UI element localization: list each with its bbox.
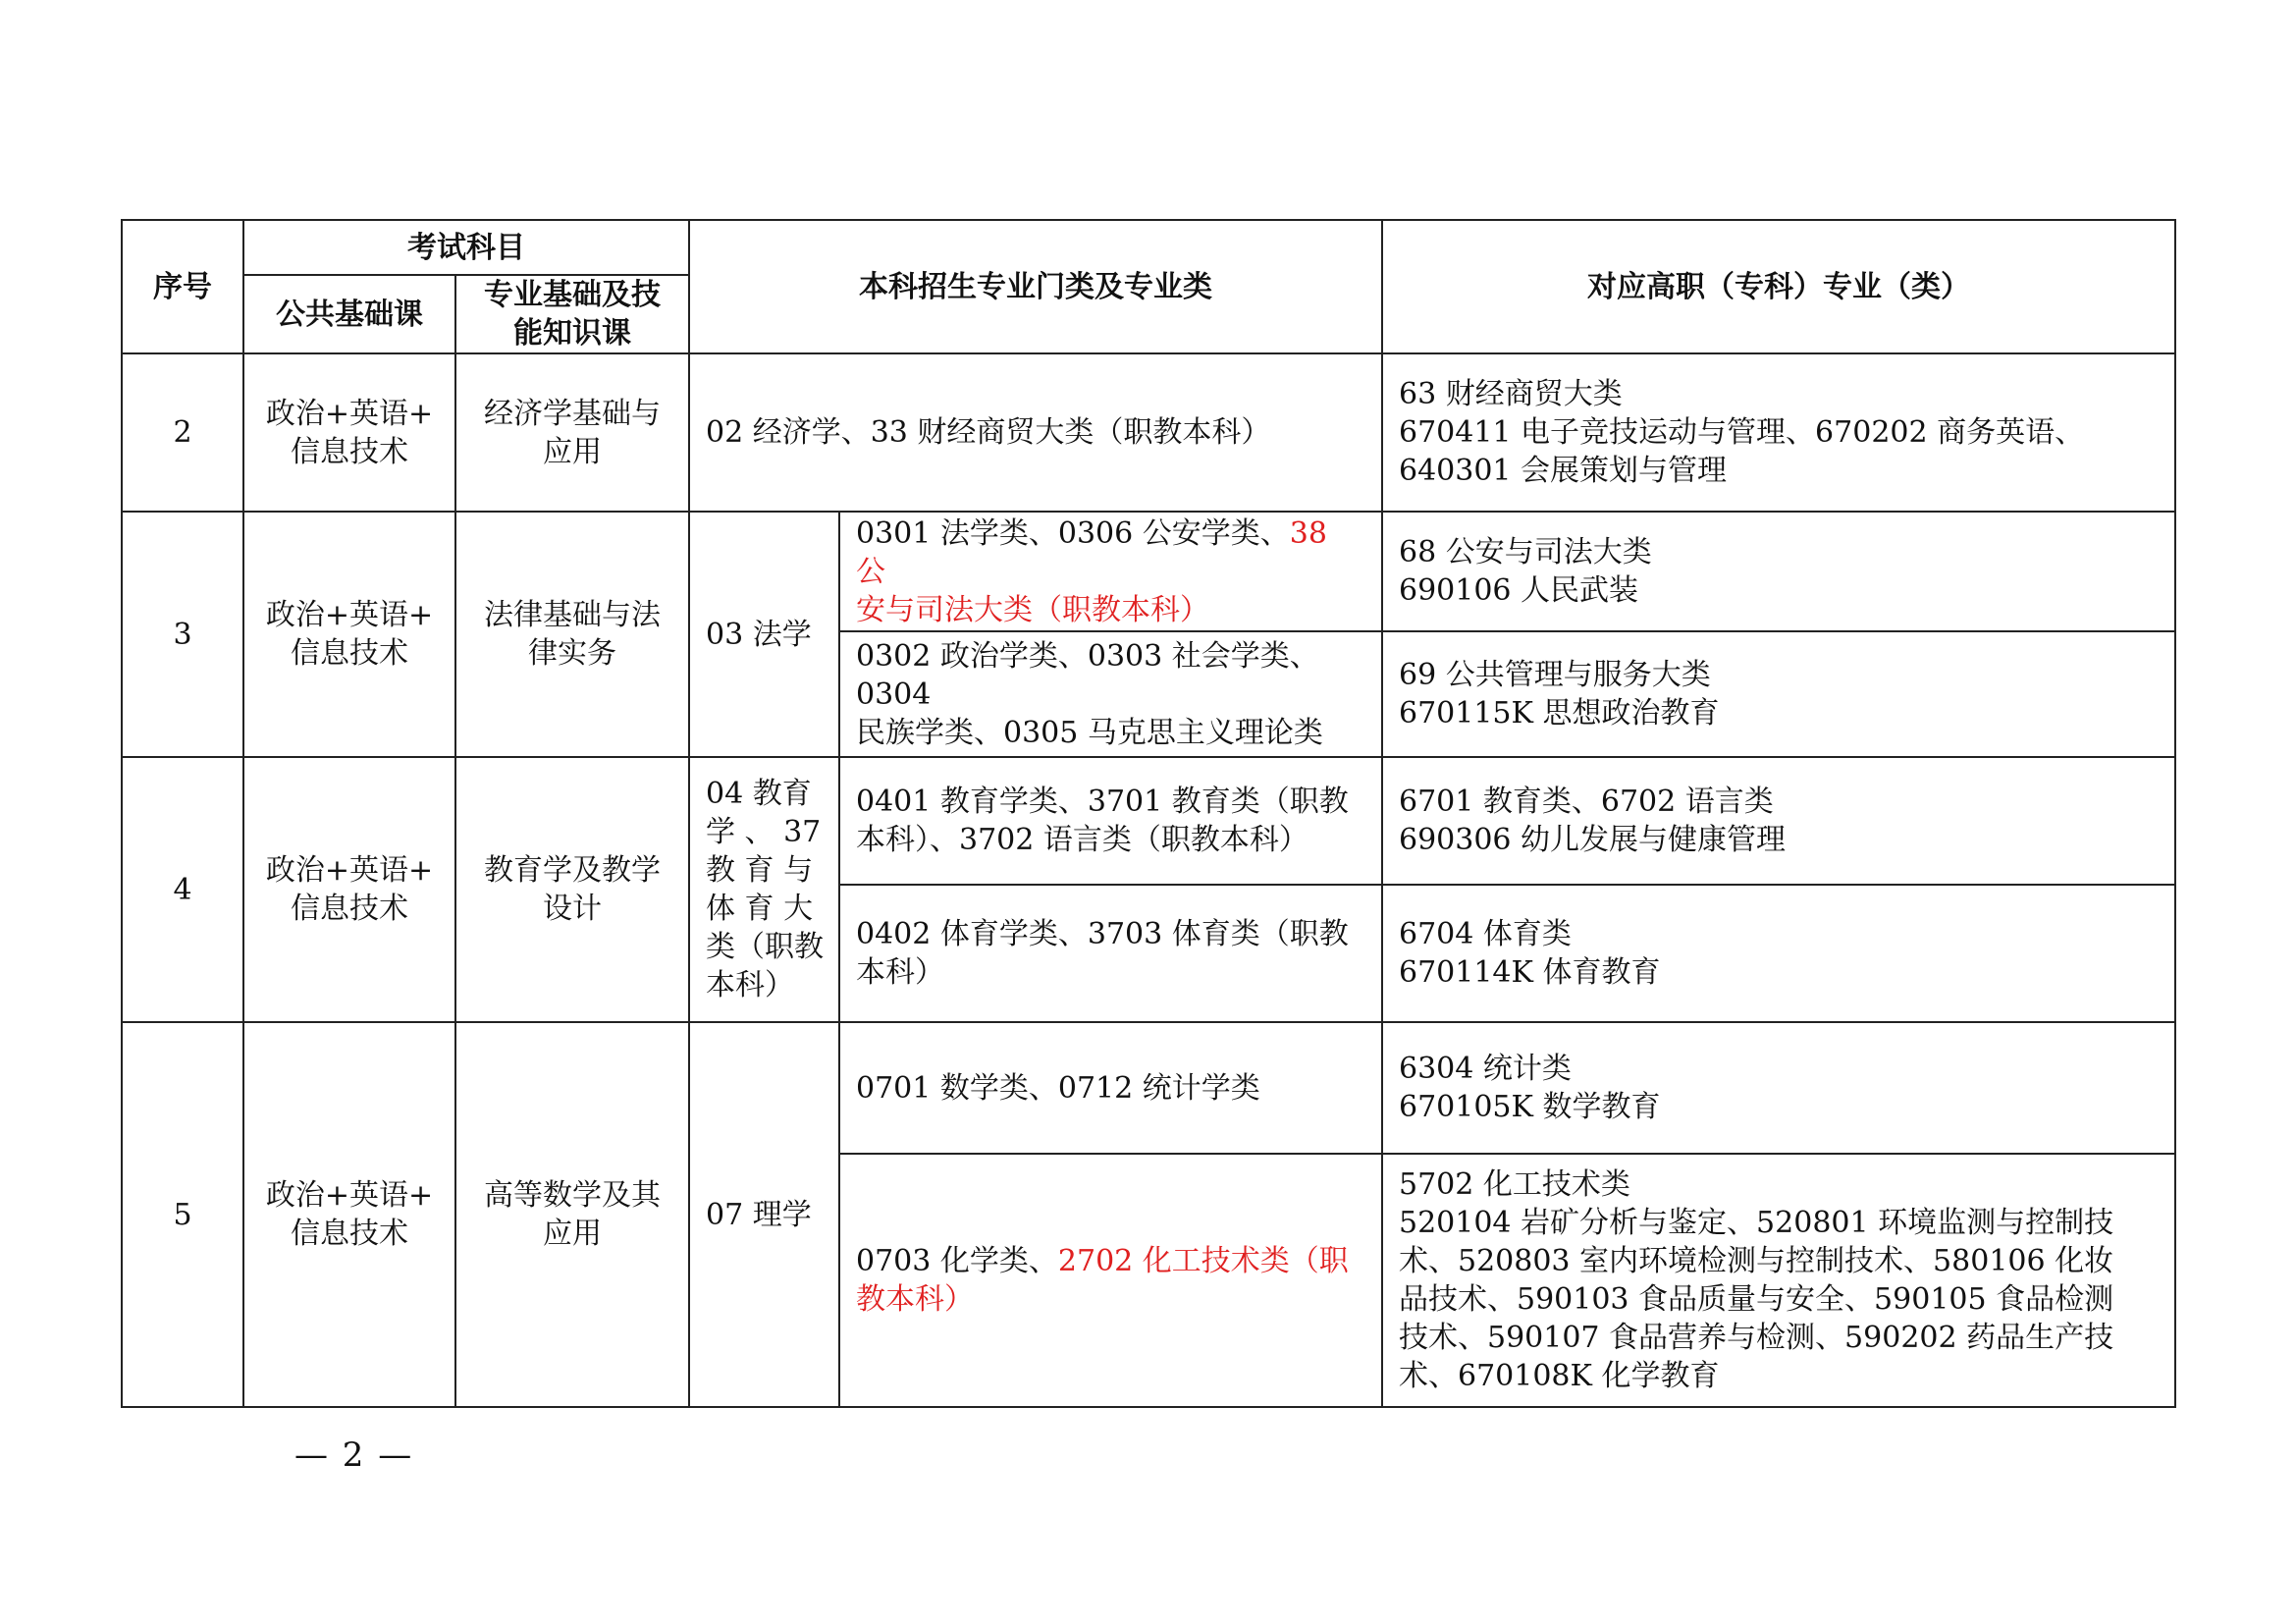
header-undergrad-majors: 本科招生专业门类及专业类 xyxy=(689,220,1382,353)
table-row xyxy=(122,1022,2175,1154)
public-course-cell: 政治+英语+ 信息技术 xyxy=(243,1022,455,1407)
public-course-cell: 政治+英语+ 信息技术 xyxy=(243,353,455,512)
subcategory-cell: 0302 政治学类、0303 社会学类、0304 民族学类、0305 马克思主义理论类 xyxy=(839,631,1382,757)
header-seq: 序号 xyxy=(122,220,243,353)
majors-table xyxy=(121,219,2176,1408)
category-cell: 07 理学 xyxy=(689,1022,839,1407)
undergrad-majors-cell: 02 经济学、33 财经商贸大类（职教本科） xyxy=(689,353,1382,512)
public-course-cell: 政治+英语+ 信息技术 xyxy=(243,757,455,1022)
row-seq: 2 xyxy=(122,353,243,512)
vocational-majors-cell: 6704 体育类 670114K 体育教育 xyxy=(1382,885,2175,1022)
category-cell: 03 法学 xyxy=(689,512,839,757)
vocational-majors-cell: 6701 教育类、6702 语言类 690306 幼儿发展与健康管理 xyxy=(1382,757,2175,885)
professional-course-cell: 教育学及教学 设计 xyxy=(455,757,689,1022)
subcategory-cell: 0402 体育学类、3703 体育类（职教 本科） xyxy=(839,885,1382,1022)
vocational-majors-cell: 68 公安与司法大类 690106 人民武装 xyxy=(1382,512,2175,631)
category-cell: 04 教育 学 、 37 教 育 与 体 育 大 类（职教 本科） xyxy=(689,757,839,1022)
subcategory-cell: 0703 化学类、2702 化工技术类（职 教本科） xyxy=(839,1154,1382,1407)
row-seq: 4 xyxy=(122,757,243,1022)
table-row xyxy=(122,353,2175,512)
table-row xyxy=(122,512,2175,631)
vocational-majors-cell: 5702 化工技术类 520104 岩矿分析与鉴定、520801 环境监测与控制技 术、520803 室内环境检测与控制技术、580106 化妆 品技术、590103 食品质量与安全、590105 食品检测 技术、590107 食品营养与检测、590202 药品生产技 术、670108K 化学教育 xyxy=(1382,1154,2175,1407)
professional-course-cell: 经济学基础与 应用 xyxy=(455,353,689,512)
table-row xyxy=(122,757,2175,885)
public-course-cell: 政治+英语+ 信息技术 xyxy=(243,512,455,757)
subcategory-cell: 0401 教育学类、3701 教育类（职教 本科）、3702 语言类（职教本科） xyxy=(839,757,1382,885)
vocational-majors-cell: 6304 统计类 670105K 数学教育 xyxy=(1382,1022,2175,1154)
header-public-course: 公共基础课 xyxy=(243,275,455,353)
row-seq: 3 xyxy=(122,512,243,757)
professional-course-cell: 法律基础与法 律实务 xyxy=(455,512,689,757)
vocational-majors-cell: 63 财经商贸大类 670411 电子竞技运动与管理、670202 商务英语、 640301 会展策划与管理 xyxy=(1382,353,2175,512)
vocational-majors-cell: 69 公共管理与服务大类 670115K 思想政治教育 xyxy=(1382,631,2175,757)
professional-course-cell: 高等数学及其 应用 xyxy=(455,1022,689,1407)
subcategory-cell: 0701 数学类、0712 统计学类 xyxy=(839,1022,1382,1154)
header-vocational-majors: 对应高职（专科）专业（类） xyxy=(1382,220,2175,353)
header-exam-subjects: 考试科目 xyxy=(243,220,689,275)
row-seq: 5 xyxy=(122,1022,243,1407)
subcategory-cell: 0301 法学类、0306 公安学类、38 公 安与司法大类（职教本科） xyxy=(839,512,1382,631)
header-professional-course: 专业基础及技 能知识课 xyxy=(455,275,689,353)
page-number: — 2 — xyxy=(294,1435,414,1475)
